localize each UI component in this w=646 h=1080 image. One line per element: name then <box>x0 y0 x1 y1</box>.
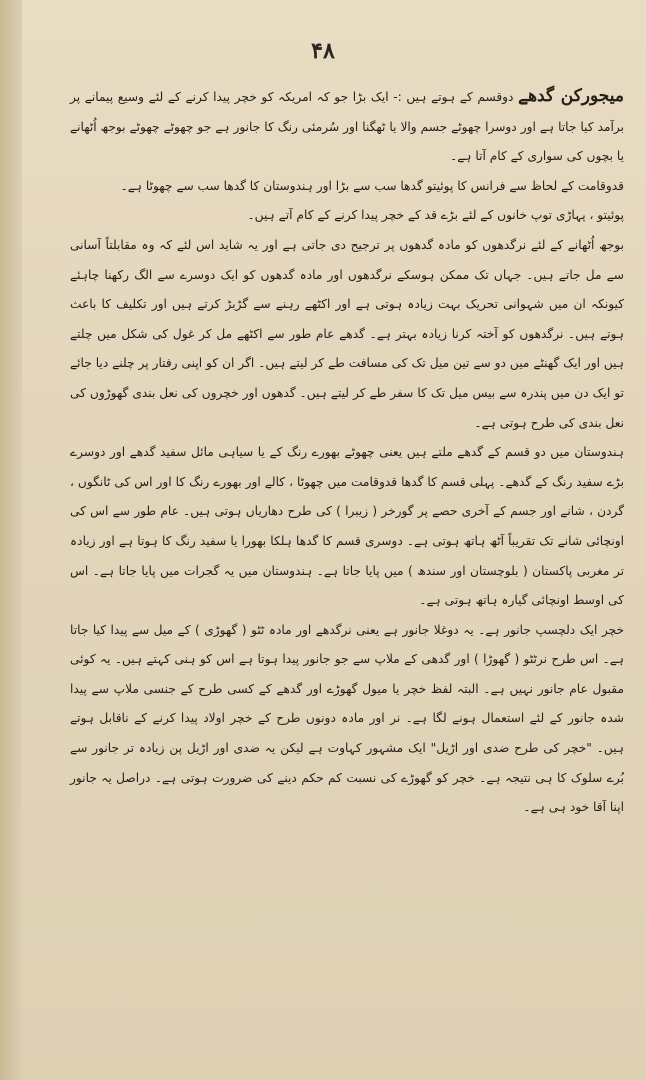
page-number: ۴۸ <box>311 38 335 64</box>
paragraph-4: بوجھ اُٹھانے کے لئے نرگدھوں کو مادہ گدھوں پر ترجیح دی جاتی ہے اور یہ شاید اس لئے کہ وہ مقابلتاً آسانی سے مل جاتے ہیں۔ جہاں تک ممکن ہوسکے نرگدھوں اور مادہ گدھوں کو ایک دوسرے سے الگ رکھنا چاہئے کیونکہ ان میں شہوانی تحریک بہت زیادہ ہوتی ہے اور اکٹھے رہنے سے گڑبڑ کرتے ہیں اور تکلیف کا باعث ہوتے ہیں۔ نرگدھوں کو آختہ کرنا زیادہ بہتر ہے۔ گدھے عام طور سے اکٹھے مل کر غول کی شکل میں چلتے ہیں اور ایک گھنٹے میں دو سے تین میل تک کی مسافت طے کر لیتے ہیں۔ اگر ان کو اپنی رفتار پر چلنے دیا جائے تو ایک دن میں پندرہ سے بیس میل تک کا سفر طے کر لیتے ہیں۔ گدھوں اور خچروں کی نعل بندی گھوڑوں کی نعل بندی کی طرح ہوتی ہے۔ <box>70 237 624 430</box>
section-heading: میجورکن گدھے <box>518 86 624 106</box>
paragraph-1 <box>70 82 624 172</box>
paragraph-3: پوئیتو ، پہاڑی توپ خانوں کے لئے بڑے قد کے خچر پیدا کرنے کے کام آتے ہیں۔ <box>247 208 624 223</box>
paragraph-5: ہندوستان میں دو قسم کے گدھے ملتے ہیں یعنی چھوٹے بھورے رنگ کے یا سیاہی مائل سفید گدھے اور دوسرے بڑے سفید رنگ کے گدھے۔ پہلی قسم کا گدھا قدوقامت میں چھوٹا ، کالے اور بھورے رنگ کا اور اس کی ٹانگوں ، گردن ، شانے اور جسم کے آخری حصے پر گورخر ( زیبرا ) کی طرح دھاریاں ہوتی ہیں۔ عام طور سے اس کی اونچائی شانے تک تقریباً آٹھ ہاتھ ہوتی ہے۔ دوسری قسم کا گدھا ہلکا بھورا یا سفید رنگ کا ہوتا ہے اور زیادہ تر مغربی پاکستان ( بلوچستان اور سندھ ) میں پایا جاتا ہے۔ ہندوستان میں یہ گجرات میں پایا جاتا ہے۔ اس کی اوسط اونچائی گیارہ ہاتھ ہوتی ہے۔ <box>70 445 624 608</box>
page-text <box>70 82 624 823</box>
paragraph-6: خچر ایک دلچسپ جانور ہے۔ یہ دوغلا جانور ہے یعنی نرگدھے اور مادہ ٹٹو ( گھوڑی ) کے میل سے پیدا کیا جاتا ہے۔ اس طرح نرٹٹو ( گھوڑا ) اور گدھی کے ملاپ سے جو جانور پیدا ہوتا ہے اس کو ہنی کہتے ہیں۔ یہ کوئی مقبول عام جانور نہیں ہے۔ البتہ لفظ خچر یا میول گھوڑے اور گدھے کے کسی طرح کے جنسی ملاپ سے پیدا شدہ جانور کے لئے استعمال ہونے لگا ہے۔ نر اور مادہ دونوں طرح کے خچر اولاد پیدا کرنے کے ناقابل ہوتے ہیں۔ "خچر کی طرح ضدی اور اڑیل" ایک مشہور کہاوت ہے لیکن یہ ضدی اور اڑیل پن زیادہ تر جانور سے بُرے سلوک کا ہی نتیجہ ہے۔ خچر کو گھوڑے کی نسبت کم حکم دینے کی ضرورت ہوتی ہے۔ دراصل یہ جانور اپنا آقا خود ہی ہے۔ <box>70 622 624 815</box>
page-gutter <box>0 0 22 1080</box>
paragraph-2: قدوقامت کے لحاظ سے فرانس کا پوئیتو گدھا سب سے بڑا اور ہندوستان کا گدھا سب سے چھوٹا ہے۔ <box>120 178 624 193</box>
paragraph-1-text: دوقسم کے ہوتے ہیں :- ایک بڑا جو کہ امریکہ کو خچر پیدا کرنے کے لئے وسیع پیمانے پر برآمد کیا جاتا ہے اور دوسرا چھوٹے جسم والا یا ٹھگنا اور سُرمئی رنگ کا جانور ہے جو چھوٹے چھوٹے بوجھ اُٹھانے یا بچوں کی سواری کے کام آتا ہے۔ <box>70 90 624 164</box>
